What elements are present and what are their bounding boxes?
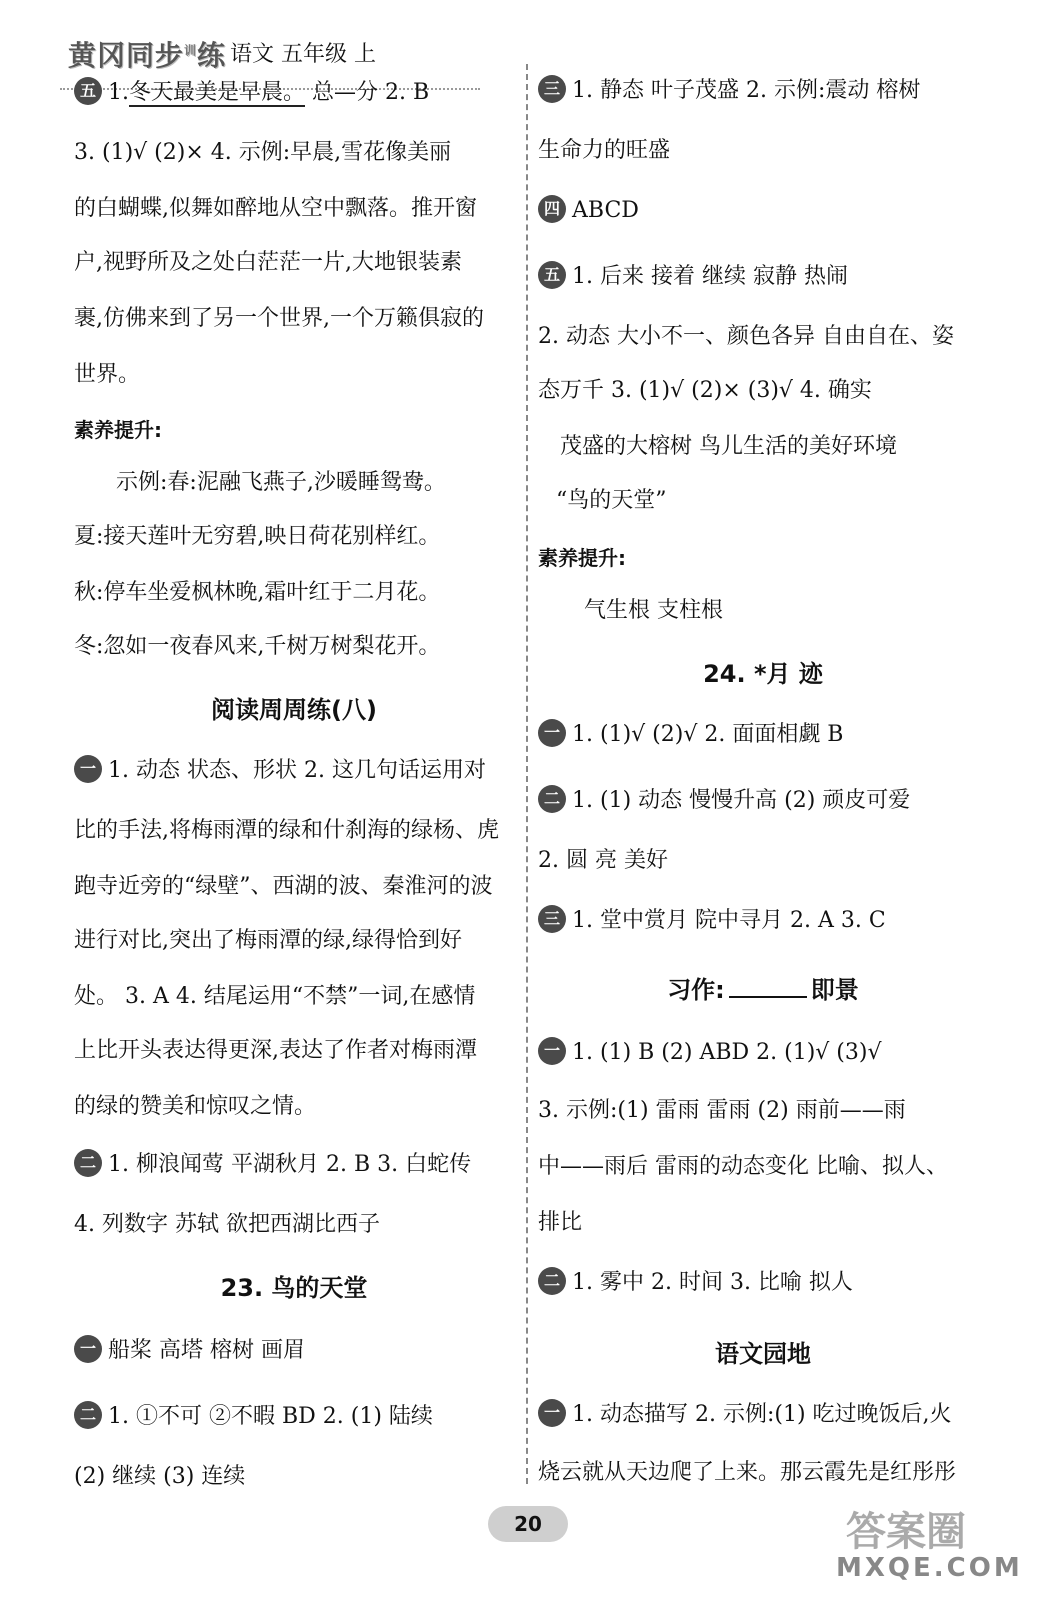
answer-line: 冬:忽如一夜春风来,千树万树梨花开。 <box>74 634 441 659</box>
answer-line: 3. (1)√ (2)× 4. 示例:早晨,雪花像美丽 <box>74 140 452 165</box>
answer-line: 四 ABCD <box>538 196 639 226</box>
answer-line: 二 1. (1) 动态 慢慢升高 (2) 顽皮可爱 <box>538 786 910 816</box>
section-badge-four: 四 <box>538 195 566 223</box>
answer-line: 三 1. 静态 叶子茂盛 2. 示例:震动 榕树 <box>538 76 920 106</box>
page-header <box>60 28 440 72</box>
answer-line: 二 1. 雾中 2. 时间 3. 比喻 拟人 <box>538 1268 853 1298</box>
answer-line: 4. 列数字 苏轼 欲把西湖比西子 <box>74 1212 380 1237</box>
answer-line: 2. 圆 亮 美好 <box>538 848 668 873</box>
watermark-site: MXQE.COM <box>836 1553 1023 1583</box>
answer-line: 二 1. 柳浪闻莺 平湖秋月 2. B 3. 白蛇传 <box>74 1150 471 1180</box>
section-badge-two: 二 <box>74 1401 102 1429</box>
answer-line: 2. 动态 大小不一、颜色各异 自由自在、姿 <box>538 324 954 349</box>
fill-in-blank <box>729 976 807 998</box>
answer-line: 一 1. 动态描写 2. 示例:(1) 吃过晚饭后,火 <box>538 1400 952 1430</box>
answer-line: 跑寺近旁的“绿壁”、西湖的波、秦淮河的波 <box>74 874 493 899</box>
answer-line: 茂盛的大榕树 鸟儿生活的美好环境 <box>560 434 897 459</box>
answer-line: 一 1. 动态 状态、形状 2. 这几句话运用对 <box>74 756 486 786</box>
answer-line: 五 1.冬天最美是早晨。 总—分 2. B <box>74 78 429 108</box>
brand-logo: 黄冈同步$^训$练 <box>68 39 227 72</box>
section-heading: 习作: 即景 <box>667 976 859 1004</box>
subheading-suyang: 素养提升: <box>538 546 626 570</box>
answer-line: 五 1. 后来 接着 继续 寂静 热闹 <box>538 262 848 292</box>
answer-line: 态万千 3. (1)√ (2)× (3)√ 4. 确实 <box>538 378 872 403</box>
answer-line: 烧云就从天边爬了上来。那云霞先是红彤彤 <box>538 1460 957 1485</box>
answer-line: 二 1. ①不可 ②不暇 BD 2. (1) 陆续 <box>74 1402 433 1432</box>
section-heading: 24. *月 迹 <box>703 660 823 688</box>
answer-line: 一 1. (1)√ (2)√ 2. 面面相觑 B <box>538 720 843 750</box>
section-badge-one: 一 <box>74 755 102 783</box>
answer-line: 处。 3. A 4. 结尾运用“不禁”一词,在感情 <box>74 984 476 1009</box>
answer-line: 的绿的赞美和惊叹之情。 <box>74 1094 317 1119</box>
section-badge-five: 五 <box>538 261 566 289</box>
column-divider <box>526 64 528 1484</box>
answer-line: 示例:春:泥融飞燕子,沙暖睡鸳鸯。 <box>116 470 446 495</box>
answer-line: 的白蝴蝶,似舞如醉地从空中飘落。推开窗 <box>74 196 477 221</box>
section-heading: 阅读周周练(八) <box>211 696 377 724</box>
section-badge-three: 三 <box>538 75 566 103</box>
section-badge-one: 一 <box>74 1335 102 1363</box>
answer-line: 比的手法,将梅雨潭的绿和什刹海的绿杨、虎 <box>74 818 499 843</box>
answer-line: 进行对比,突出了梅雨潭的绿,绿得恰到好 <box>74 928 462 953</box>
section-badge-three: 三 <box>538 905 566 933</box>
answer-line: 一 船桨 高塔 榕树 画眉 <box>74 1336 305 1366</box>
section-badge-two: 二 <box>74 1149 102 1177</box>
answer-line: 生命力的旺盛 <box>538 138 671 163</box>
section-badge-one: 一 <box>538 719 566 747</box>
section-badge-two: 二 <box>538 1267 566 1295</box>
answer-line: “鸟的天堂” <box>556 488 667 513</box>
section-badge-five: 五 <box>74 77 102 105</box>
section-badge-two: 二 <box>538 785 566 813</box>
answer-line: 世界。 <box>74 362 141 387</box>
answer-line: (2) 继续 (3) 连续 <box>74 1464 246 1489</box>
page-number: 20 <box>488 1506 568 1542</box>
subheading-suyang: 素养提升: <box>74 418 162 442</box>
answer-line: 户,视野所及之处白茫茫一片,大地银装素 <box>74 250 462 275</box>
answer-line: 中——雨后 雷雨的动态变化 比喻、拟人、 <box>538 1154 948 1179</box>
answer-line: 裹,仿佛来到了另一个世界,一个万籁俱寂的 <box>74 306 484 331</box>
answer-line: 秋:停车坐爱枫林晚,霜叶红于二月花。 <box>74 580 441 605</box>
answer-line: 一 1. (1) B (2) ABD 2. (1)√ (3)√ <box>538 1038 881 1068</box>
answer-line: 夏:接天莲叶无穷碧,映日荷花别样红。 <box>74 524 441 549</box>
section-badge-one: 一 <box>538 1037 566 1065</box>
section-heading: 23. 鸟的天堂 <box>220 1274 368 1302</box>
answer-line: 3. 示例:(1) 雷雨 雷雨 (2) 雨前——雨 <box>538 1098 906 1123</box>
watermark-logo: 答案圈 <box>846 1509 966 1555</box>
subject-label: 语文 五年级 上 <box>230 42 376 67</box>
section-badge-one: 一 <box>538 1399 566 1427</box>
answer-line: 排比 <box>538 1210 583 1235</box>
answer-line: 气生根 支柱根 <box>584 598 723 623</box>
answer-line: 上比开头表达得更深,表达了作者对梅雨潭 <box>74 1038 477 1063</box>
answer-line: 三 1. 堂中赏月 院中寻月 2. A 3. C <box>538 906 886 936</box>
section-heading: 语文园地 <box>715 1340 811 1368</box>
